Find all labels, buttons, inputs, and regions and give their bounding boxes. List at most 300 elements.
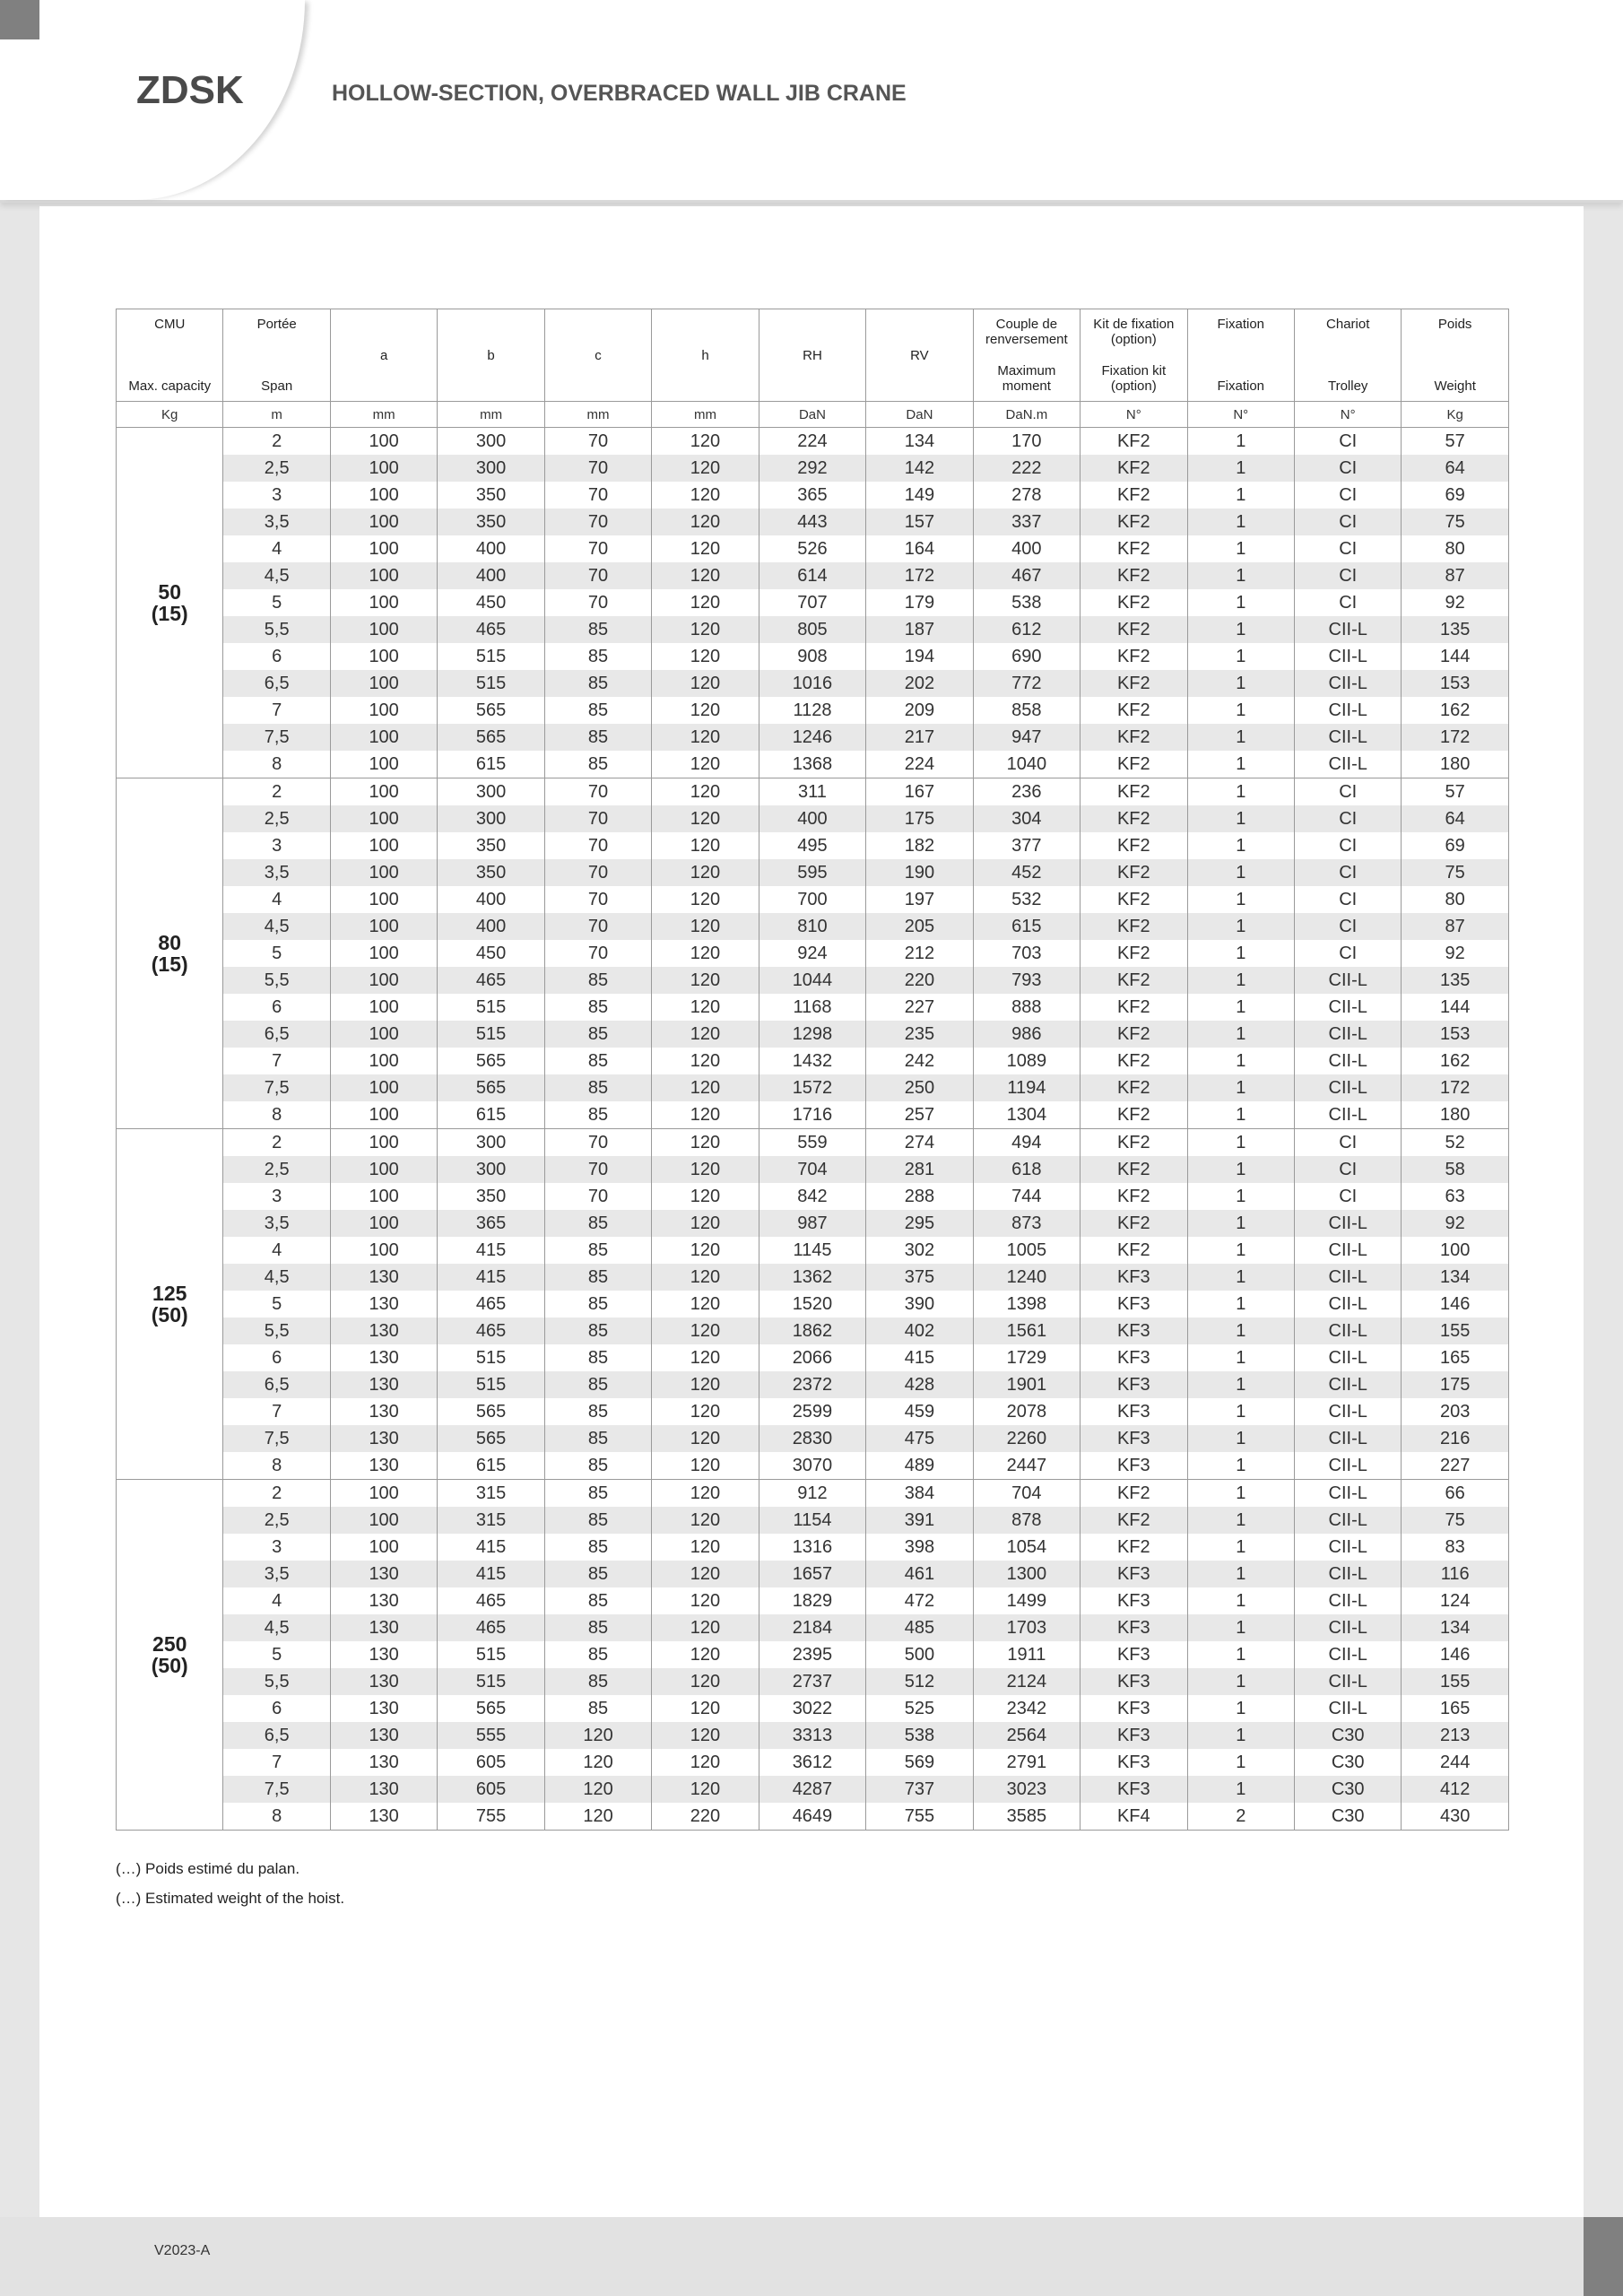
table-cell: 6,5	[223, 1722, 330, 1749]
table-cell: 146	[1402, 1291, 1508, 1318]
table-cell: 134	[1402, 1614, 1508, 1641]
table-cell: KF2	[1081, 724, 1187, 751]
column-header	[1294, 309, 1401, 402]
table-cell: 2	[223, 778, 330, 806]
table-cell: KF3	[1081, 1561, 1187, 1587]
table-cell: 495	[759, 832, 865, 859]
table-cell: 755	[438, 1803, 544, 1831]
table-cell: 2,5	[223, 455, 330, 482]
table-cell: 3070	[759, 1452, 865, 1480]
table-cell: 1703	[973, 1614, 1080, 1641]
table-cell: 1729	[973, 1344, 1080, 1371]
table-cell: CI	[1294, 455, 1401, 482]
table-cell: 1	[1187, 994, 1294, 1021]
table-cell: 7	[223, 697, 330, 724]
table-cell: 130	[330, 1587, 437, 1614]
table-cell: 311	[759, 778, 865, 806]
table-cell: 153	[1402, 1021, 1508, 1048]
column-header-middle: a	[379, 347, 388, 363]
table-cell: 3	[223, 832, 330, 859]
table-cell: CII-L	[1294, 697, 1401, 724]
table-cell: 1520	[759, 1291, 865, 1318]
table-row	[117, 1048, 1509, 1074]
product-code: ZDSK	[136, 68, 244, 112]
column-header	[438, 309, 544, 402]
table-cell: 450	[438, 940, 544, 967]
table-cell: 8	[223, 1803, 330, 1831]
table-cell: 85	[544, 967, 651, 994]
table-cell: 1362	[759, 1264, 865, 1291]
table-cell: 1911	[973, 1641, 1080, 1668]
table-cell: 1	[1187, 805, 1294, 832]
table-cell: 8	[223, 751, 330, 778]
table-cell: 120	[652, 859, 759, 886]
column-header-top: Chariot	[1326, 317, 1370, 332]
table-cell: 1	[1187, 1318, 1294, 1344]
table-cell: KF2	[1081, 589, 1187, 616]
table-cell: 1901	[973, 1371, 1080, 1398]
table-cell: 3,5	[223, 1561, 330, 1587]
column-header-middle: h	[701, 347, 709, 363]
table-cell: 172	[1402, 1074, 1508, 1101]
table-cell: 130	[330, 1668, 437, 1695]
table-cell: 66	[1402, 1480, 1508, 1508]
table-row	[117, 1291, 1509, 1318]
table-cell: 3	[223, 482, 330, 509]
table-row	[117, 832, 1509, 859]
table-cell: 3313	[759, 1722, 865, 1749]
table-row	[117, 1318, 1509, 1344]
table-cell: 690	[973, 643, 1080, 670]
table-cell: 85	[544, 724, 651, 751]
table-cell: 3	[223, 1183, 330, 1210]
table-cell: KF2	[1081, 535, 1187, 562]
table-row	[117, 1183, 1509, 1210]
table-row	[117, 455, 1509, 482]
table-cell: 120	[652, 455, 759, 482]
table-cell: CII-L	[1294, 1507, 1401, 1534]
table-cell: 100	[330, 697, 437, 724]
table-cell: 52	[1402, 1129, 1508, 1157]
column-unit: DaN.m	[973, 402, 1080, 428]
table-cell: 565	[438, 697, 544, 724]
table-cell: 100	[330, 994, 437, 1021]
table-cell: KF2	[1081, 1480, 1187, 1508]
table-cell: 120	[652, 1021, 759, 1048]
table-cell: 6	[223, 1344, 330, 1371]
table-cell: 947	[973, 724, 1080, 751]
table-cell: KF2	[1081, 886, 1187, 913]
hoist-weight: (15)	[151, 602, 188, 625]
table-cell: 737	[866, 1776, 973, 1803]
column-header-top: Fixation	[1217, 317, 1265, 332]
table-cell: 400	[438, 913, 544, 940]
table-cell: 100	[330, 1074, 437, 1101]
table-cell: 365	[759, 482, 865, 509]
table-cell: 64	[1402, 455, 1508, 482]
table-cell: 3585	[973, 1803, 1080, 1831]
table-cell: 130	[330, 1291, 437, 1318]
table-cell: 1054	[973, 1534, 1080, 1561]
table-cell: KF3	[1081, 1587, 1187, 1614]
column-header-top: CMU	[154, 317, 186, 332]
table-cell: 1	[1187, 859, 1294, 886]
version-label: V2023-A	[154, 2243, 211, 2258]
table-cell: 100	[330, 643, 437, 670]
table-cell: 85	[544, 1074, 651, 1101]
table-cell: CII-L	[1294, 1398, 1401, 1425]
table-cell: CII-L	[1294, 1021, 1401, 1048]
table-cell: 2	[223, 428, 330, 456]
table-cell: KF2	[1081, 751, 1187, 778]
table-cell: KF2	[1081, 1101, 1187, 1129]
table-cell: 100	[330, 967, 437, 994]
table-cell: 120	[652, 913, 759, 940]
table-cell: KF2	[1081, 697, 1187, 724]
table-cell: 100	[330, 1507, 437, 1534]
table-cell: 87	[1402, 913, 1508, 940]
column-header	[117, 309, 223, 402]
table-cell: 1	[1187, 1614, 1294, 1641]
table-cell: KF2	[1081, 778, 1187, 806]
table-cell: 100	[330, 1480, 437, 1508]
table-cell: KF3	[1081, 1398, 1187, 1425]
table-cell: 494	[973, 1129, 1080, 1157]
column-unit: Kg	[117, 402, 223, 428]
table-cell: 1016	[759, 670, 865, 697]
column-header-middle: RV	[910, 347, 929, 363]
table-cell: 70	[544, 1156, 651, 1183]
table-cell: 216	[1402, 1425, 1508, 1452]
table-cell: 4,5	[223, 913, 330, 940]
table-cell: 120	[652, 1695, 759, 1722]
table-cell: 70	[544, 805, 651, 832]
table-cell: 70	[544, 509, 651, 535]
table-cell: 555	[438, 1722, 544, 1749]
table-cell: 350	[438, 1183, 544, 1210]
table-cell: C30	[1294, 1749, 1401, 1776]
table-cell: 100	[330, 1156, 437, 1183]
table-cell: 986	[973, 1021, 1080, 1048]
table-cell: 744	[973, 1183, 1080, 1210]
table-cell: 85	[544, 1561, 651, 1587]
column-header	[866, 309, 973, 402]
table-cell: 924	[759, 940, 865, 967]
column-header-bottom: Span	[261, 378, 293, 394]
table-cell: 500	[866, 1641, 973, 1668]
column-header-top: Kit de fixation (option)	[1093, 317, 1175, 347]
table-cell: 120	[544, 1803, 651, 1831]
table-cell: 134	[1402, 1264, 1508, 1291]
table-cell: 162	[1402, 1048, 1508, 1074]
table-cell: 172	[1402, 724, 1508, 751]
table-cell: 120	[652, 940, 759, 967]
table-cell: KF3	[1081, 1452, 1187, 1480]
table-cell: 1	[1187, 1534, 1294, 1561]
column-header	[223, 309, 330, 402]
table-cell: KF2	[1081, 1210, 1187, 1237]
table-cell: CI	[1294, 886, 1401, 913]
footnote-fr: (…) Poids estimé du palan.	[116, 1860, 300, 1877]
footer-marker	[1584, 2217, 1623, 2296]
table-cell: 3,5	[223, 859, 330, 886]
table-cell: 1	[1187, 724, 1294, 751]
table-row	[117, 1425, 1509, 1452]
table-row	[117, 1668, 1509, 1695]
table-cell: 987	[759, 1210, 865, 1237]
table-cell: KF2	[1081, 643, 1187, 670]
table-cell: 130	[330, 1344, 437, 1371]
table-cell: 100	[330, 778, 437, 806]
capacity-cell	[117, 1129, 223, 1480]
table-cell: 130	[330, 1264, 437, 1291]
table-cell: 92	[1402, 1210, 1508, 1237]
table-cell: KF2	[1081, 859, 1187, 886]
table-cell: 162	[1402, 697, 1508, 724]
table-cell: 120	[652, 1561, 759, 1587]
table-cell: 1	[1187, 1480, 1294, 1508]
table-cell: 100	[330, 1021, 437, 1048]
table-row	[117, 1507, 1509, 1534]
table-cell: 8	[223, 1452, 330, 1480]
table-cell: CII-L	[1294, 1534, 1401, 1561]
table-cell: CI	[1294, 1129, 1401, 1157]
table-cell: 391	[866, 1507, 973, 1534]
table-cell: 1	[1187, 1695, 1294, 1722]
table-cell: 85	[544, 751, 651, 778]
table-cell: 120	[652, 778, 759, 806]
table-cell: 300	[438, 428, 544, 456]
table-cell: 2260	[973, 1425, 1080, 1452]
capacity-value: 80	[158, 931, 182, 954]
table-cell: 7,5	[223, 1425, 330, 1452]
table-cell: CII-L	[1294, 967, 1401, 994]
table-cell: 3,5	[223, 1210, 330, 1237]
table-cell: KF2	[1081, 616, 1187, 643]
table-cell: 85	[544, 1264, 651, 1291]
table-row	[117, 967, 1509, 994]
table-cell: 149	[866, 482, 973, 509]
table-cell: 120	[652, 1480, 759, 1508]
table-cell: 1862	[759, 1318, 865, 1344]
table-cell: 130	[330, 1722, 437, 1749]
table-cell: CI	[1294, 562, 1401, 589]
table-cell: 85	[544, 643, 651, 670]
table-cell: 120	[652, 967, 759, 994]
table-cell: 700	[759, 886, 865, 913]
table-cell: 135	[1402, 616, 1508, 643]
table-cell: 134	[866, 428, 973, 456]
column-header	[330, 309, 437, 402]
table-cell: 175	[866, 805, 973, 832]
table-cell: 878	[973, 1507, 1080, 1534]
table-cell: CII-L	[1294, 751, 1401, 778]
table-cell: 1128	[759, 697, 865, 724]
column-header	[759, 309, 865, 402]
table-cell: 70	[544, 482, 651, 509]
table-cell: 2	[1187, 1803, 1294, 1831]
table-cell: C30	[1294, 1722, 1401, 1749]
table-cell: 100	[330, 1183, 437, 1210]
table-cell: 180	[1402, 1101, 1508, 1129]
table-cell: 384	[866, 1480, 973, 1508]
column-unit: mm	[544, 402, 651, 428]
table-cell: 227	[1402, 1452, 1508, 1480]
table-cell: KF2	[1081, 509, 1187, 535]
table-cell: 120	[652, 670, 759, 697]
table-cell: 1298	[759, 1021, 865, 1048]
table-cell: 120	[652, 1534, 759, 1561]
table-cell: 755	[866, 1803, 973, 1831]
table-cell: 120	[652, 1425, 759, 1452]
column-header	[1081, 309, 1187, 402]
table-cell: 6,5	[223, 670, 330, 697]
table-cell: KF3	[1081, 1425, 1187, 1452]
table-cell: 120	[652, 1048, 759, 1074]
table-cell: 85	[544, 670, 651, 697]
table-cell: 2,5	[223, 1507, 330, 1534]
table-cell: 85	[544, 1291, 651, 1318]
table-cell: KF2	[1081, 994, 1187, 1021]
table-cell: 220	[652, 1803, 759, 1831]
column-header-top: Portée	[256, 317, 297, 332]
table-cell: 165	[1402, 1695, 1508, 1722]
table-cell: 4	[223, 1587, 330, 1614]
column-header	[652, 309, 759, 402]
table-cell: 120	[652, 1156, 759, 1183]
table-cell: 615	[438, 1452, 544, 1480]
table-cell: 236	[973, 778, 1080, 806]
table-cell: 512	[866, 1668, 973, 1695]
table-cell: 1	[1187, 1452, 1294, 1480]
table-cell: CII-L	[1294, 643, 1401, 670]
table-cell: 100	[330, 1237, 437, 1264]
table-cell: 1	[1187, 1398, 1294, 1425]
table-cell: 70	[544, 778, 651, 806]
table-cell: 85	[544, 1210, 651, 1237]
table-cell: 595	[759, 859, 865, 886]
table-cell: 565	[438, 1048, 544, 1074]
table-cell: 467	[973, 562, 1080, 589]
table-cell: 1	[1187, 1749, 1294, 1776]
table-row	[117, 1021, 1509, 1048]
table-cell: 164	[866, 535, 973, 562]
table-cell: 130	[330, 1318, 437, 1344]
table-cell: CII-L	[1294, 1668, 1401, 1695]
table-cell: CII-L	[1294, 1425, 1401, 1452]
table-cell: 100	[330, 1210, 437, 1237]
table-cell: KF3	[1081, 1264, 1187, 1291]
table-cell: 350	[438, 832, 544, 859]
table-cell: 120	[652, 724, 759, 751]
table-cell: 615	[438, 1101, 544, 1129]
table-cell: 532	[973, 886, 1080, 913]
table-cell: KF3	[1081, 1641, 1187, 1668]
table-cell: 1300	[973, 1561, 1080, 1587]
table-cell: 2395	[759, 1641, 865, 1668]
table-row	[117, 1101, 1509, 1129]
table-cell: 538	[973, 589, 1080, 616]
table-cell: 5	[223, 1641, 330, 1668]
table-row	[117, 482, 1509, 509]
table-cell: 130	[330, 1398, 437, 1425]
table-cell: 402	[866, 1318, 973, 1344]
table-cell: 6	[223, 643, 330, 670]
table-cell: 1	[1187, 1722, 1294, 1749]
table-cell: 1829	[759, 1587, 865, 1614]
table-row	[117, 724, 1509, 751]
table-cell: 194	[866, 643, 973, 670]
table-row	[117, 778, 1509, 806]
table-cell: 1	[1187, 967, 1294, 994]
table-cell: 1240	[973, 1264, 1080, 1291]
table-cell: 224	[759, 428, 865, 456]
table-cell: 155	[1402, 1318, 1508, 1344]
table-cell: 810	[759, 913, 865, 940]
table-row	[117, 1452, 1509, 1480]
table-cell: 515	[438, 1641, 544, 1668]
table-cell: 257	[866, 1101, 973, 1129]
table-cell: 569	[866, 1749, 973, 1776]
table-cell: 120	[652, 1614, 759, 1641]
table-cell: 57	[1402, 778, 1508, 806]
table-cell: 612	[973, 616, 1080, 643]
table-cell: 1499	[973, 1587, 1080, 1614]
table-row	[117, 1776, 1509, 1803]
table-cell: 1304	[973, 1101, 1080, 1129]
table-cell: 85	[544, 994, 651, 1021]
table-cell: 4,5	[223, 1264, 330, 1291]
table-cell: 281	[866, 1156, 973, 1183]
column-header-bottom: Weight	[1434, 378, 1476, 394]
table-cell: 85	[544, 1480, 651, 1508]
table-cell: 155	[1402, 1668, 1508, 1695]
table-cell: 1	[1187, 589, 1294, 616]
table-cell: 337	[973, 509, 1080, 535]
table-cell: C30	[1294, 1803, 1401, 1831]
table-cell: 1	[1187, 509, 1294, 535]
table-cell: 2124	[973, 1668, 1080, 1695]
capacity-value: 50	[158, 580, 182, 604]
table-cell: 300	[438, 1129, 544, 1157]
table-cell: 605	[438, 1776, 544, 1803]
table-cell: 120	[652, 1183, 759, 1210]
table-cell: 300	[438, 1156, 544, 1183]
table-cell: 100	[330, 832, 437, 859]
table-cell: 69	[1402, 832, 1508, 859]
table-cell: 4,5	[223, 562, 330, 589]
table-cell: 1	[1187, 1291, 1294, 1318]
table-cell: 187	[866, 616, 973, 643]
table-cell: CII-L	[1294, 1480, 1401, 1508]
table-body	[117, 428, 1509, 1831]
table-cell: 1	[1187, 1210, 1294, 1237]
table-cell: 120	[652, 805, 759, 832]
table-cell: 70	[544, 1129, 651, 1157]
table-cell: 1	[1187, 1237, 1294, 1264]
table-cell: 350	[438, 859, 544, 886]
table-row	[117, 994, 1509, 1021]
table-cell: 5,5	[223, 616, 330, 643]
table-cell: 120	[652, 1237, 759, 1264]
table-cell: 7	[223, 1398, 330, 1425]
table-cell: 69	[1402, 482, 1508, 509]
table-cell: 165	[1402, 1344, 1508, 1371]
table-cell: 2830	[759, 1425, 865, 1452]
table-row	[117, 1129, 1509, 1157]
table-row	[117, 1480, 1509, 1508]
table-cell: KF3	[1081, 1722, 1187, 1749]
